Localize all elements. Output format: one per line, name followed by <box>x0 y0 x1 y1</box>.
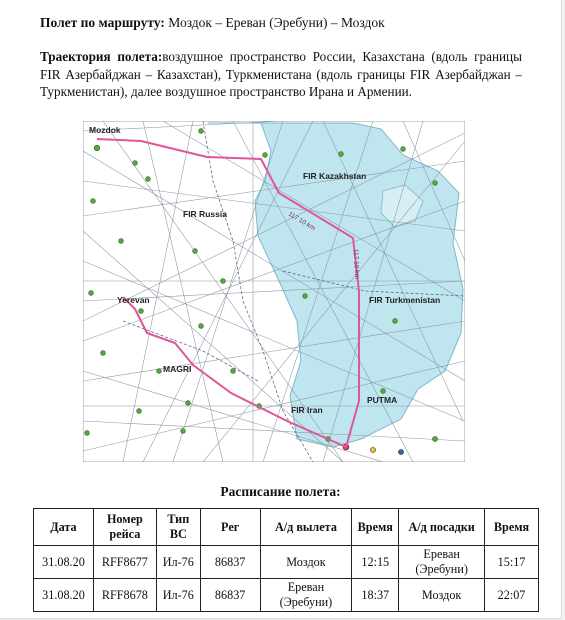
cell-aircraft-type: Ил-76 <box>156 546 200 579</box>
route-line <box>40 14 540 31</box>
cell-aircraft-type: Ил-76 <box>156 579 200 612</box>
trajectory-text: воздушное пространство России, Казахстана (вдоль границы FIR Азербайджан – Казахстан), Туркменистана (вдоль границы FIR Азербайджан – Туркменистан), далее воздушное пространство Ирана и Армении. <box>40 49 522 99</box>
label-fir-iran: FIR Iran <box>291 405 323 415</box>
col-header-registration: Рег <box>200 509 260 546</box>
cell-departure-time: 12:15 <box>352 546 399 579</box>
trajectory-paragraph <box>40 48 522 101</box>
cell-arrival-time: 15:17 <box>485 546 539 579</box>
cell-departure: Ереван (Эребуни) <box>260 579 352 612</box>
cell-registration: 86837 <box>200 546 260 579</box>
label-fir-russia: FIR Russia <box>183 209 227 219</box>
col-header-departure: А/д вылета <box>260 509 352 546</box>
schedule-table <box>33 508 539 612</box>
label-fir-kazakhstan: FIR Kazakhstan <box>303 171 367 181</box>
label-fir-turkmenistan: FIR Turkmenistan <box>369 295 441 305</box>
col-header-arrival-time: Время <box>485 509 539 546</box>
label-putma: PUTMA <box>367 395 398 405</box>
route-label: Полет по маршруту: <box>40 15 165 30</box>
cell-date: 31.08.20 <box>34 546 94 579</box>
cell-flight: RFF8678 <box>93 579 156 612</box>
cell-arrival-time: 22:07 <box>485 579 539 612</box>
cell-registration: 86837 <box>200 579 260 612</box>
cell-departure: Моздок <box>260 546 352 579</box>
col-header-date: Дата <box>34 509 94 546</box>
cell-flight: RFF8677 <box>93 546 156 579</box>
route-value: Моздок – Ереван (Эребуни) – Моздок <box>168 15 385 30</box>
col-header-aircraft-type: Тип ВС <box>156 509 200 546</box>
schedule-title: Расписание полета: <box>220 484 341 499</box>
cell-arrival: Ереван (Эребуни) <box>399 546 485 579</box>
label-yerevan: Yerevan <box>117 295 150 305</box>
label-magri: MAGRI <box>163 364 192 374</box>
distance-label-1: 117 10 km <box>286 210 317 233</box>
cell-departure-time: 18:37 <box>352 579 399 612</box>
table-row <box>34 546 539 579</box>
table-header-row <box>34 509 539 546</box>
col-header-arrival: А/д посадки <box>399 509 485 546</box>
cell-arrival: Моздок <box>399 579 485 612</box>
label-mozdok: Mozdok <box>89 125 121 135</box>
trajectory-label: Траектория полета: <box>40 49 163 64</box>
distance-label-2: 117 10 km <box>352 248 361 279</box>
col-header-departure-time: Время <box>352 509 399 546</box>
table-row <box>34 579 539 612</box>
route-map <box>83 121 465 462</box>
col-header-flight: Номер рейса <box>93 509 156 546</box>
cell-date: 31.08.20 <box>34 579 94 612</box>
route-map-svg <box>83 121 465 462</box>
